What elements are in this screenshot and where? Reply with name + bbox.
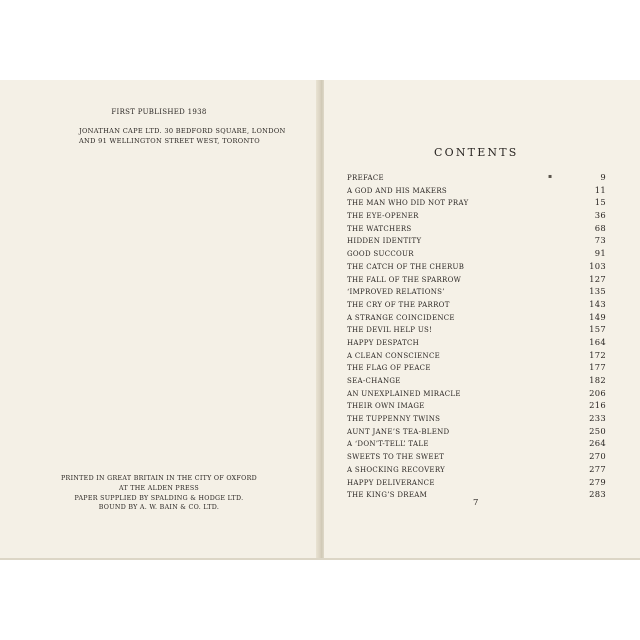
toc-entry <box>347 312 606 325</box>
toc-entry-page: 270 <box>589 451 606 462</box>
toc-entry <box>347 426 606 439</box>
publisher-address <box>79 126 286 146</box>
toc-entry-title: THE FALL OF THE SPARROW <box>347 275 462 284</box>
printer-line-2: AT THE ALDEN PRESS <box>118 484 200 492</box>
toc-entry <box>347 235 606 248</box>
toc-entry <box>347 400 606 413</box>
toc-entry-title: THE KING’S DREAM <box>347 491 428 500</box>
toc-entry <box>347 172 606 185</box>
toc-entry-page: 103 <box>589 260 606 271</box>
toc-entry-title: A CLEAN CONSCIENCE <box>347 351 441 360</box>
toc-entry-title: HAPPY DESPATCH <box>347 338 420 347</box>
toc-entry <box>347 324 606 337</box>
toc-entry-page: 279 <box>589 476 606 487</box>
toc-entry <box>347 185 606 198</box>
printer-line-4: BOUND BY A. W. BAIN & CO. LTD. <box>98 504 220 512</box>
page-bottom-edge <box>0 558 640 560</box>
toc-entry-page: 182 <box>589 375 606 385</box>
toc-entry-title: SEA-CHANGE <box>347 377 401 385</box>
toc-entry-page: 15 <box>594 197 606 208</box>
toc-entry-title: ‘IMPROVED RELATIONS’ <box>347 288 445 297</box>
toc-entry-page: 177 <box>589 362 606 373</box>
toc-entry <box>347 350 606 363</box>
printer-line-3: PAPER SUPPLIED BY SPALDING & HODGE LTD. <box>74 494 244 502</box>
toc-entry <box>347 451 606 464</box>
toc-entry-page: 127 <box>589 273 606 284</box>
toc-entry-page: 283 <box>589 489 606 500</box>
toc-entry-page: 91 <box>594 248 606 259</box>
toc-entry-title: THE MAN WHO DID NOT PRAY <box>347 199 469 208</box>
toc-entry <box>347 464 606 477</box>
table-of-contents <box>347 172 606 502</box>
contents-heading-text: CONTENTS <box>434 146 519 159</box>
toc-entry-page: 216 <box>589 400 606 411</box>
toc-entry-title: HAPPY DELIVERANCE <box>347 478 435 487</box>
toc-entry-title: HIDDEN IDENTITY <box>347 237 422 246</box>
toc-entry-title: SWEETS TO THE SWEET <box>347 453 445 462</box>
toc-entry <box>347 413 606 426</box>
publisher-line-2: AND 91 WELLINGTON STREET WEST, TORONTO <box>79 137 260 145</box>
toc-entry-title: THE EYE-OPENER <box>347 212 419 221</box>
first-published-line: FIRST PUBLISHED 1938 <box>111 108 207 116</box>
toc-entry <box>347 362 606 375</box>
toc-entry <box>347 286 606 299</box>
toc-entry-title: A SHOCKING RECOVERY <box>347 465 446 474</box>
toc-entry-page: 11 <box>594 184 606 195</box>
toc-entry <box>347 438 606 451</box>
ink-speck: ▪ <box>548 173 553 180</box>
toc-entry-title: A ‘DON’T-TELL’ TALE <box>347 440 429 449</box>
contents-heading <box>420 146 620 159</box>
toc-entry-title: AUNT JANE’S TEA-BLEND <box>347 427 450 436</box>
toc-entry-title: THE FLAG OF PEACE <box>347 364 431 373</box>
toc-entry-page: 149 <box>589 311 606 322</box>
toc-entry <box>347 261 606 274</box>
publisher-line-1: JONATHAN CAPE LTD. 30 BEDFORD SQUARE, LONDON <box>79 127 286 135</box>
toc-entry <box>347 299 606 312</box>
toc-entry <box>347 388 606 401</box>
toc-entry <box>347 274 606 287</box>
toc-entry-title: A GOD AND HIS MAKERS <box>347 186 447 195</box>
toc-entry-page: 157 <box>589 324 606 335</box>
toc-entry-title: A STRANGE COINCIDENCE <box>347 313 455 322</box>
toc-entry-page: 68 <box>594 222 606 233</box>
toc-entry-page: 36 <box>594 210 606 221</box>
toc-entry-page: 135 <box>589 286 606 297</box>
toc-entry-page: 143 <box>589 298 606 309</box>
printer-line-1: PRINTED IN GREAT BRITAIN IN THE CITY OF OXFORD <box>61 475 257 482</box>
toc-entry-title: THE WATCHERS <box>347 224 412 233</box>
toc-entry-page: 277 <box>589 463 606 474</box>
toc-entry-title: THEIR OWN IMAGE <box>347 402 425 411</box>
toc-entry-title: PREFACE <box>347 174 384 182</box>
toc-entry <box>347 197 606 210</box>
toc-entry-title: THE DEVIL HELP US! <box>347 326 433 335</box>
toc-entry-page: 9 <box>600 172 606 182</box>
toc-entry-page: 264 <box>589 438 606 449</box>
toc-entry-title: THE TUPPENNY TWINS <box>347 415 441 424</box>
toc-entry <box>347 248 606 261</box>
toc-entry-page: 250 <box>589 425 606 436</box>
toc-entry-page: 233 <box>589 413 606 424</box>
toc-entry <box>347 375 606 388</box>
toc-entry-title: THE CATCH OF THE CHERUB <box>347 262 465 271</box>
toc-entry-page: 206 <box>589 387 606 398</box>
toc-entry-page: 172 <box>589 349 606 360</box>
toc-entry-page: 164 <box>589 336 606 347</box>
toc-entry-title: THE CRY OF THE PARROT <box>347 300 450 309</box>
toc-entry-title: GOOD SUCCOUR <box>347 250 414 259</box>
left-page <box>0 80 318 560</box>
toc-entry <box>347 210 606 223</box>
toc-entry-title: AN UNEXPLAINED MIRACLE <box>347 389 461 398</box>
printer-imprint <box>60 474 258 513</box>
toc-entry-page: 73 <box>594 235 606 246</box>
toc-entry <box>347 477 606 490</box>
toc-entry <box>347 223 606 236</box>
toc-entry <box>347 337 606 350</box>
book-spread <box>0 80 640 560</box>
page-number: 7 <box>473 498 479 508</box>
